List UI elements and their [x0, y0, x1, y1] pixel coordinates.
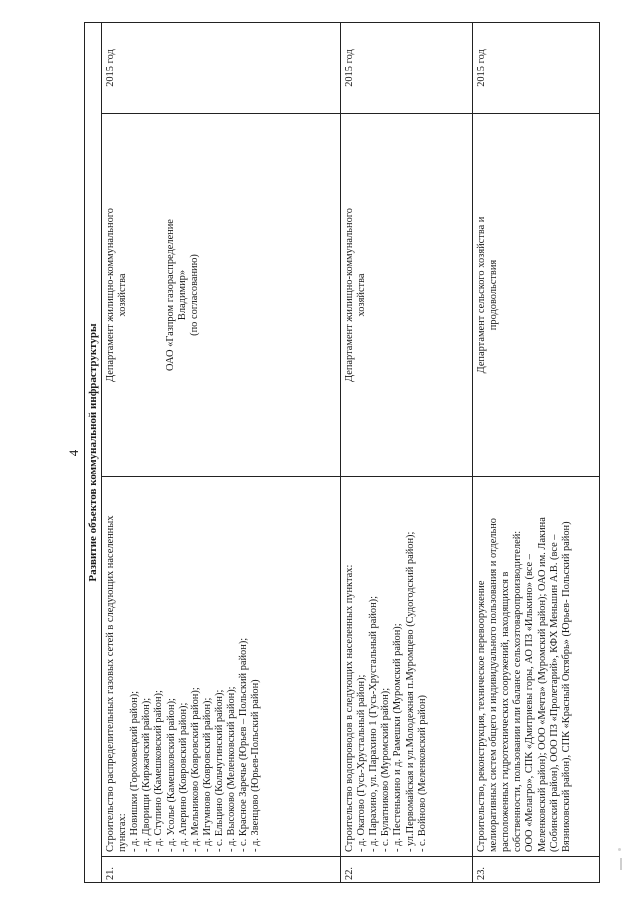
description-line: - д. Высоково (Меленковский район); [226, 686, 238, 852]
department-line: хозяйства [356, 273, 368, 317]
department-line: Департамент сельского хозяйства и [476, 216, 488, 374]
description-line: - с. Булатниково (Муромский район); [380, 687, 392, 852]
row-description [341, 477, 473, 857]
description-line: - д. Аперино (Ковровский район); [177, 702, 189, 852]
description-line: - д. Мельниково (Ковровский район); [189, 687, 201, 852]
description-line: - с. Войново (Меленковский район) [416, 695, 428, 852]
row-number: 21. [102, 857, 341, 883]
description-line: мелиоративных систем общего и индивидуального пользования и отдельно [488, 518, 500, 852]
row-description [473, 477, 600, 857]
description-line: - д. Ступино (Камешковский район); [153, 690, 165, 852]
scan-artifact [620, 858, 622, 870]
description-line: - д. Дворищи (Киржачский район); [141, 697, 153, 852]
description-line: Строительство распределительных газовых сетей в следующих населенных [105, 515, 117, 852]
department-line: Департамент жилищно-коммунального [344, 208, 356, 382]
department-line: (по согласованию) [189, 254, 201, 336]
row-description [102, 477, 341, 857]
description-line: расположенных гидротехнических сооружений, находящихся в [500, 571, 512, 852]
row-year: 2015 год [473, 23, 600, 114]
description-line: - с. Красное Заречье (Юрьев – Польский район); [238, 637, 250, 852]
row-department [473, 114, 600, 477]
description-line: - д. Звенцово (Юрьев-Польский район) [250, 679, 262, 852]
description-line: - д. Окатово (Гусь-Хрустальный район); [356, 674, 368, 852]
description-line: - д. Усолье (Камешковский район); [165, 698, 177, 852]
department-line: хозяйства [117, 273, 129, 317]
infrastructure-table [84, 22, 600, 883]
description-line: Строительство, реконструкция, техническое перевооружение [476, 580, 488, 852]
description-line: - ул.Первомайская и ул.Молодежная п.Муромцево (Судогодский район); [404, 531, 416, 852]
description-line: - д. Пестенькино и д. Рамешки (Муромский район); [392, 623, 404, 852]
description-line: ООО «Мелагро», СПК «Дмитриевы горы, АО ПЗ «Илькино» (все – [524, 554, 536, 852]
department-line: продовольствия [488, 259, 500, 331]
row-year: 2015 год [102, 23, 341, 114]
table-row [341, 23, 473, 883]
description-line: Меленковский район); ООО «Мечта» (Муромский район); ОАО им. Лакина [536, 517, 548, 852]
description-line: пунктах: [117, 813, 129, 852]
page-number: 4 [66, 449, 81, 457]
table-row [102, 23, 341, 883]
description-line: Вязниковский район), СПК «Красный Октябрь» (Юрьев- Польский район) [560, 521, 572, 852]
table-row [473, 23, 600, 883]
description-line: (Собинский район), ООО ПЗ «Пролетарий», КФХ Меньшин А.В. (все – [548, 534, 560, 852]
department-spacer [129, 118, 165, 472]
scan-artifact [618, 848, 621, 851]
section-title: Развитие объектов коммунальной инфраструктуры [85, 23, 102, 883]
rotated-document-page [62, 23, 578, 883]
description-line: - д. Игумново (Ковровский район); [201, 697, 213, 852]
description-line: - с. Ельцино (Кольчугинский район); [213, 689, 225, 852]
description-line: - д. Новишки (Гороховецкий район); [129, 690, 141, 852]
description-line: собственности, пользовании или балансе сельхозтоваропроизводителей: [512, 530, 524, 852]
row-number: 23. [473, 857, 600, 883]
row-department [102, 114, 341, 477]
department-line: Владимир» [177, 269, 189, 321]
section-header-row [85, 23, 102, 883]
department-line: Департамент жилищно-коммунального [105, 208, 117, 382]
department-line: ОАО «Газпром газораспределение [165, 219, 177, 371]
description-line: - д. Парахино, ул. Парахино 1 (Гусь-Хрустальный район); [368, 595, 380, 852]
description-line: Строительство водопроводов в следующих населенных пунктах: [344, 564, 356, 852]
row-year: 2015 год [341, 23, 473, 114]
row-department [341, 114, 473, 477]
row-number: 22. [341, 857, 473, 883]
